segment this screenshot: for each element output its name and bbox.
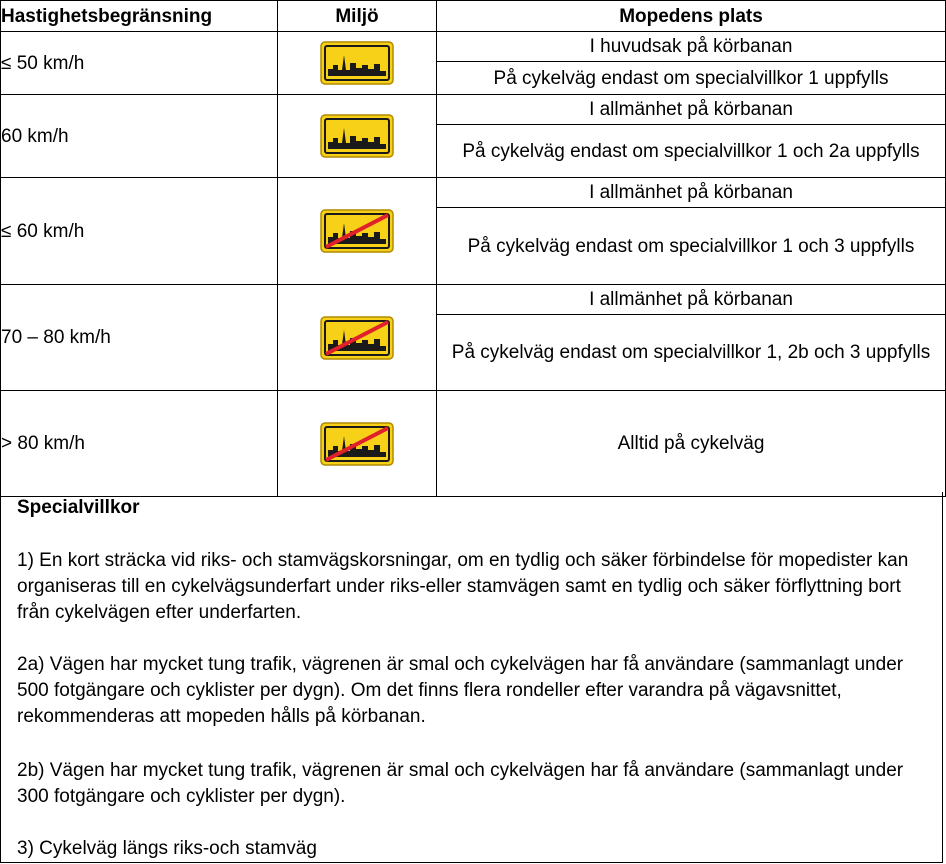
speed-cell: ≤ 60 km/h — [1, 178, 278, 285]
end-urban-area-sign-icon — [320, 316, 394, 360]
end-urban-area-sign-icon — [320, 209, 394, 253]
speed-cell: 60 km/h — [1, 95, 278, 178]
place-secondary: På cykelväg endast om specialvillkor 1 uppfylls — [437, 62, 946, 95]
speed-cell: ≤ 50 km/h — [1, 32, 278, 95]
end-urban-area-sign-icon — [320, 422, 394, 466]
table-row — [1, 32, 946, 62]
env-cell — [278, 178, 437, 285]
place-secondary: På cykelväg endast om specialvillkor 1 och 3 uppfylls — [437, 208, 946, 285]
condition-3: 3) Cykelväg längs riks-och stamväg — [17, 838, 317, 859]
condition-2a: 2a) Vägen har mycket tung trafik, vägrenen är smal och cykelvägen har få användare (sammanlagt under 500 fotgängare och cyklister per dygn). Om det finns flera rondeller efter varandra på vägavsnittet, rekommenderas att mopeden hålls på körbanan. — [17, 654, 904, 727]
place-primary: I allmänhet på körbanan — [437, 178, 946, 208]
header-speed: Hastighetsbegränsning — [1, 1, 278, 32]
speed-cell: > 80 km/h — [1, 391, 278, 497]
header-env: Miljö — [278, 1, 437, 32]
place-primary: Alltid på cykelväg — [437, 391, 946, 497]
urban-area-sign-icon — [320, 41, 394, 85]
env-cell — [278, 285, 437, 391]
place-primary: I allmänhet på körbanan — [437, 285, 946, 315]
speed-cell: 70 – 80 km/h — [1, 285, 278, 391]
table-header-row — [1, 1, 946, 32]
condition-2b: 2b) Vägen har mycket tung trafik, vägrenen är smal och cykelvägen har få användare (sammanlagt under 300 fotgängare och cyklister per dygn). — [17, 760, 904, 807]
urban-area-sign-icon — [320, 114, 394, 158]
table-row — [1, 391, 946, 497]
env-cell — [278, 391, 437, 497]
header-place: Mopedens plats — [437, 1, 946, 32]
place-primary: I allmänhet på körbanan — [437, 95, 946, 125]
env-cell — [278, 95, 437, 178]
condition-1: 1) En kort sträcka vid riks- och stamvägskorsningar, om en tydlig och säker förbindelse för mopedister kan organiseras till en cykelvägsunderfart under riks-eller stamvägen samt en tydlig och säker förflyttning bort från cykelvägen efter underfarten. — [17, 550, 909, 623]
table-row — [1, 178, 946, 208]
place-secondary: På cykelväg endast om specialvillkor 1, 2b och 3 uppfylls — [437, 315, 946, 391]
special-conditions-box — [0, 492, 943, 863]
table-row — [1, 95, 946, 125]
place-primary: I huvudsak på körbanan — [437, 32, 946, 62]
table-row — [1, 285, 946, 315]
special-conditions-title: Specialvillkor — [17, 497, 140, 518]
place-secondary: På cykelväg endast om specialvillkor 1 och 2a uppfylls — [437, 125, 946, 178]
env-cell — [278, 32, 437, 95]
